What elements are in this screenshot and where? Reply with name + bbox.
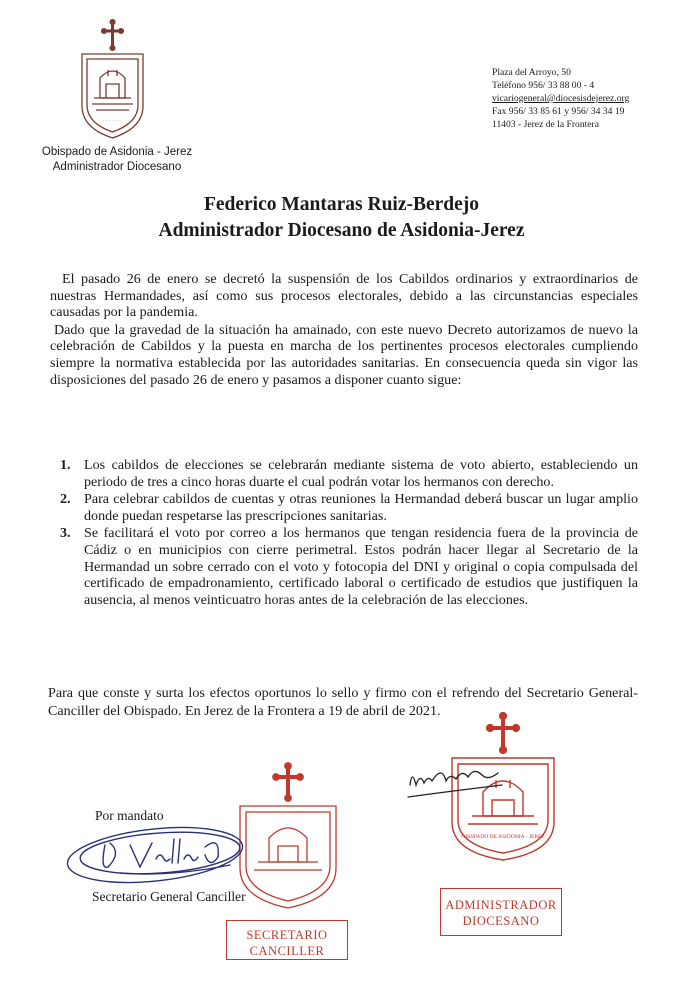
secretary-seal-stamp	[228, 762, 348, 912]
fax-line: Fax 956/ 33 85 61 y 956/ 34 34 19	[492, 106, 625, 117]
secretary-handwritten-signature	[60, 815, 260, 895]
document-title	[0, 192, 683, 244]
stamp-line-2: DIOCESANO	[462, 914, 540, 928]
list-item-text: Los cabildos de elecciones se celebrarán mediante sistema de voto abierto, estableciendo un periodo de tres a cinco horas duarte el cual podrán votar los hermanos con derecho.	[84, 457, 638, 490]
list-item-number: 1.	[60, 457, 71, 473]
list-item-text: Se facilitará el voto por correo a los hermanos que tengan residencia fuera de la provincia de Cádiz o en municipios con cierre perimetral. Estos podrán hacer llegar al Secretario de la Hermandad un sobre cerrado con el voto y fotocopia del DNI y original o copia compulsada del certificado de empadronamiento, certificado laboral o certificado de estudios que justifiquen la ausencia, al menos veinticuatro horas antes de la celebración de las elecciones.	[84, 525, 638, 608]
issuer-role: Administrador Diocesano	[52, 161, 182, 173]
administrador-diocesano-stamp	[440, 888, 562, 936]
body-paragraphs	[50, 271, 638, 388]
contact-block	[492, 66, 629, 131]
stamp-line-1: SECRETARIO	[246, 928, 328, 942]
list-item	[60, 491, 638, 524]
paragraph-2: Dado que la gravedad de la situación ha amainado, con este nuevo Decreto autorizamos de nuevo la celebración de Cabildos y la puesta en marcha de los pertinentes procesos electorales cumpliendo siempre la normativa establecida por las autoridades sanitarias. En consecuencia queda sin vigor las disposiciones del pasado 26 de enero y pasamos a disponer cuanto sigue:	[50, 321, 638, 388]
phone-line: Teléfono 956/ 33 88 00 - 4	[492, 80, 595, 91]
title-role: Administrador Diocesano de Asidonia-Jerez	[158, 220, 525, 241]
diocese-coat-of-arms-logo	[70, 18, 155, 143]
list-item	[60, 525, 638, 608]
issuer-name: Obispado de Asidonia - Jerez	[41, 146, 193, 158]
issuer-block	[22, 145, 212, 175]
secretario-label: Secretario General Canciller	[92, 889, 246, 904]
secretario-canciller-stamp	[226, 920, 348, 960]
stamp-line-2: CANCILLER	[249, 944, 325, 958]
administrator-seal-stamp	[438, 712, 568, 862]
provisions-list	[60, 457, 638, 609]
title-name: Federico Mantaras Ruiz-Berdejo	[203, 194, 480, 215]
list-item-text: Para celebrar cabildos de cuentas y otras reuniones la Hermandad deberá buscar un lugar amplio donde puedan respetarse las prescripciones sanitarias.	[84, 491, 638, 524]
por-mandato-label: Por mandato	[95, 808, 164, 823]
paragraph-1: El pasado 26 de enero se decretó la suspensión de los Cabildos ordinarios y extraordinarios de nuestras Hermandades, así como sus procesos electorales, debido a las circunstancias especiales causadas por la pandemia.	[50, 271, 638, 321]
city-line: 11403 - Jerez de la Frontera	[492, 119, 599, 130]
administrator-handwritten-signature	[402, 755, 512, 805]
list-item-number: 2.	[60, 491, 71, 508]
list-item-number: 3.	[60, 525, 71, 542]
stamp-line-1: ADMINISTRADOR	[445, 898, 557, 912]
seal-text: OBISPADO DE ASIDONIA - JEREZ	[461, 834, 545, 840]
closing-paragraph: Para que conste y surta los efectos oportunos lo sello y firmo con el refrendo del Secretario General-Canciller del Obispado. En Jerez de la Frontera a 19 de abril de 2021.	[48, 685, 638, 719]
list-item	[60, 457, 638, 490]
svg-text:· · · · · · ·: · · · · · · ·	[102, 119, 123, 124]
address-line: Plaza del Arroyo, 50	[492, 67, 571, 78]
email-line: vicariogeneral@diocesisdejerez.org	[492, 93, 630, 104]
